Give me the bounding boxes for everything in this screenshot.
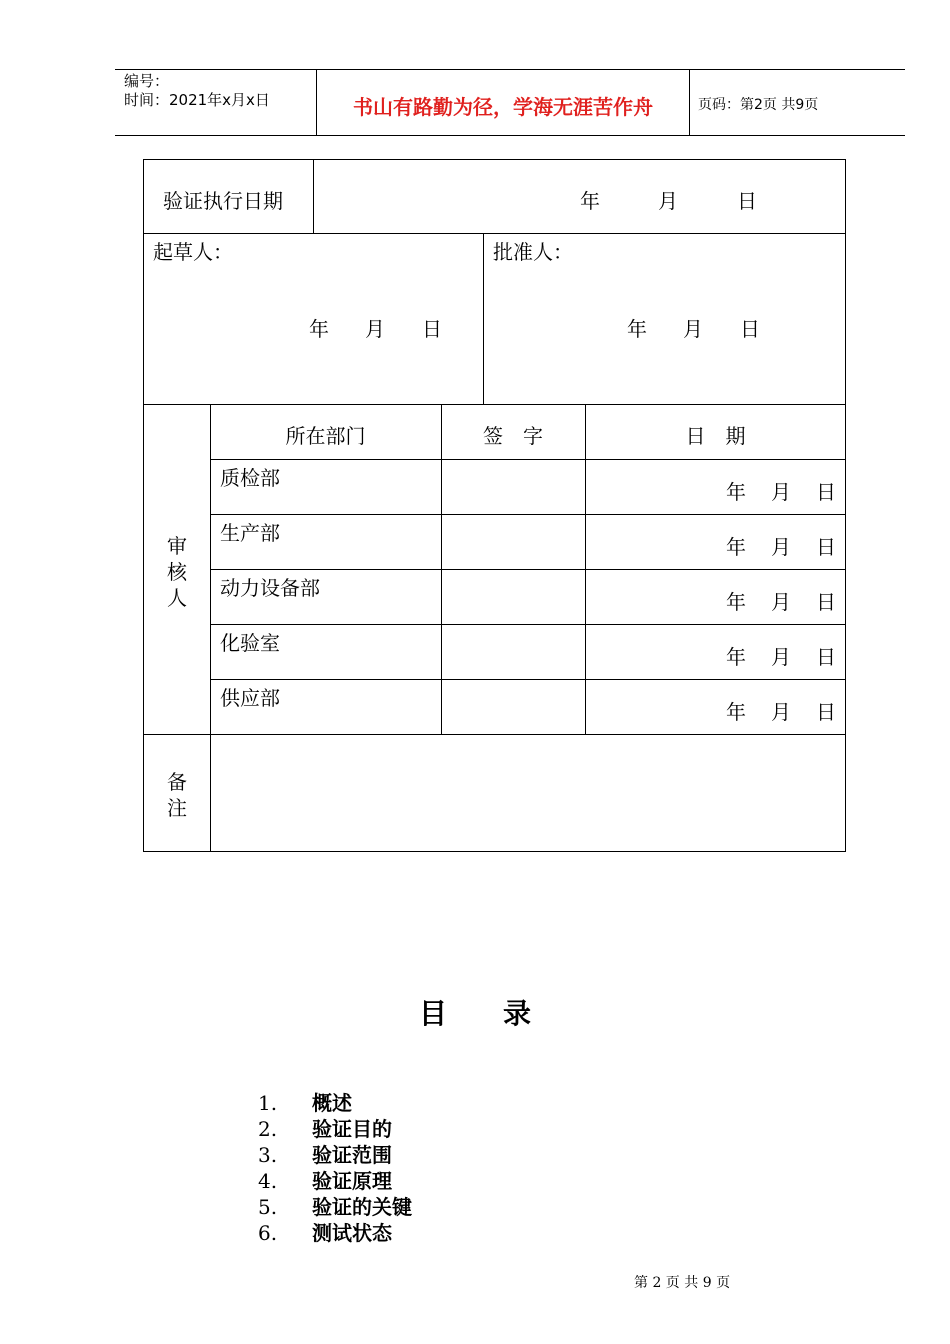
header-motto: 书山有路勤为径，学海无涯苦作舟 bbox=[353, 95, 653, 119]
row-divider bbox=[210, 459, 846, 460]
approver-date-month: 月 bbox=[683, 317, 703, 341]
header-top-rule bbox=[115, 69, 905, 70]
exec-date-label: 验证执行日期 bbox=[163, 189, 283, 213]
department-quality: 质检部 bbox=[220, 466, 280, 490]
approver-label: 批准人： bbox=[493, 240, 573, 264]
toc-title: 目 录 bbox=[418, 997, 531, 1030]
toc-item-number: 5. bbox=[258, 1195, 278, 1219]
row-date-month: 月 bbox=[771, 590, 791, 614]
row-date-month: 月 bbox=[771, 535, 791, 559]
row-date-day: 日 bbox=[816, 480, 836, 504]
toc-item[interactable] bbox=[258, 1090, 412, 1116]
document-time: 时间：2021年x月x日 bbox=[124, 91, 270, 109]
row-date-month: 月 bbox=[771, 480, 791, 504]
row-divider bbox=[210, 514, 846, 515]
department-supply: 供应部 bbox=[220, 686, 280, 710]
toc-item-number: 3. bbox=[258, 1143, 278, 1167]
document-number-label: 编号： bbox=[124, 72, 170, 90]
toc-item-label: 验证原理 bbox=[312, 1169, 392, 1193]
row-date-day: 日 bbox=[816, 590, 836, 614]
toc-item-number: 1. bbox=[258, 1091, 278, 1115]
row-date-day: 日 bbox=[816, 535, 836, 559]
row-date-month: 月 bbox=[771, 700, 791, 724]
row-date-year: 年 bbox=[726, 700, 746, 724]
toc-item[interactable] bbox=[258, 1168, 412, 1194]
toc-item-label: 验证目的 bbox=[312, 1117, 392, 1141]
col-divider bbox=[483, 233, 484, 404]
row-date-month: 月 bbox=[771, 645, 791, 669]
header-bottom-rule bbox=[115, 135, 905, 136]
row-divider bbox=[210, 624, 846, 625]
header-page-info: 页码：第2页 共9页 bbox=[698, 97, 819, 113]
toc-item-label: 测试状态 bbox=[312, 1221, 392, 1245]
row-date-year: 年 bbox=[726, 480, 746, 504]
row-divider bbox=[143, 233, 846, 234]
row-date-year: 年 bbox=[726, 590, 746, 614]
toc-item[interactable] bbox=[258, 1142, 412, 1168]
toc-item-label: 验证范围 bbox=[312, 1143, 392, 1167]
col-divider bbox=[313, 159, 314, 233]
row-divider bbox=[143, 404, 846, 405]
department-production: 生产部 bbox=[220, 521, 280, 545]
reviewer-label: 审核人 bbox=[167, 534, 187, 610]
column-header-date: 日 期 bbox=[685, 424, 746, 448]
row-date-year: 年 bbox=[726, 535, 746, 559]
toc-item-number: 2. bbox=[258, 1117, 278, 1141]
remarks-label: 备注 bbox=[167, 770, 187, 820]
toc-item[interactable] bbox=[258, 1116, 412, 1142]
department-lab: 化验室 bbox=[220, 631, 280, 655]
drafter-date-year: 年 bbox=[309, 317, 329, 341]
row-divider bbox=[210, 569, 846, 570]
toc-item-label: 验证的关键 bbox=[312, 1195, 412, 1219]
row-date-year: 年 bbox=[726, 645, 746, 669]
row-divider bbox=[210, 679, 846, 680]
col-divider bbox=[441, 404, 442, 734]
column-header-sign: 签 字 bbox=[483, 424, 543, 448]
drafter-date-month: 月 bbox=[365, 317, 385, 341]
row-date-day: 日 bbox=[816, 645, 836, 669]
toc-item-number: 6. bbox=[258, 1221, 278, 1245]
header-meta bbox=[124, 72, 270, 110]
approver-date-year: 年 bbox=[627, 317, 647, 341]
col-divider bbox=[585, 404, 586, 734]
toc-item[interactable] bbox=[258, 1194, 412, 1220]
col-divider bbox=[210, 404, 211, 852]
toc-list bbox=[258, 1090, 412, 1246]
row-date-day: 日 bbox=[816, 700, 836, 724]
approver-date-day: 日 bbox=[740, 317, 760, 341]
page-footer: 第 2 页 共 9 页 bbox=[634, 1275, 731, 1291]
toc-item[interactable] bbox=[258, 1220, 412, 1246]
row-divider bbox=[143, 734, 846, 735]
exec-date-year: 年 bbox=[580, 189, 600, 213]
drafter-label: 起草人： bbox=[153, 240, 233, 264]
exec-date-month: 月 bbox=[658, 189, 678, 213]
toc-item-number: 4. bbox=[258, 1169, 278, 1193]
drafter-date-day: 日 bbox=[422, 317, 442, 341]
department-equipment: 动力设备部 bbox=[220, 576, 320, 600]
toc-item-label: 概述 bbox=[312, 1091, 352, 1115]
column-header-dept: 所在部门 bbox=[285, 424, 366, 448]
exec-date-day: 日 bbox=[737, 189, 757, 213]
